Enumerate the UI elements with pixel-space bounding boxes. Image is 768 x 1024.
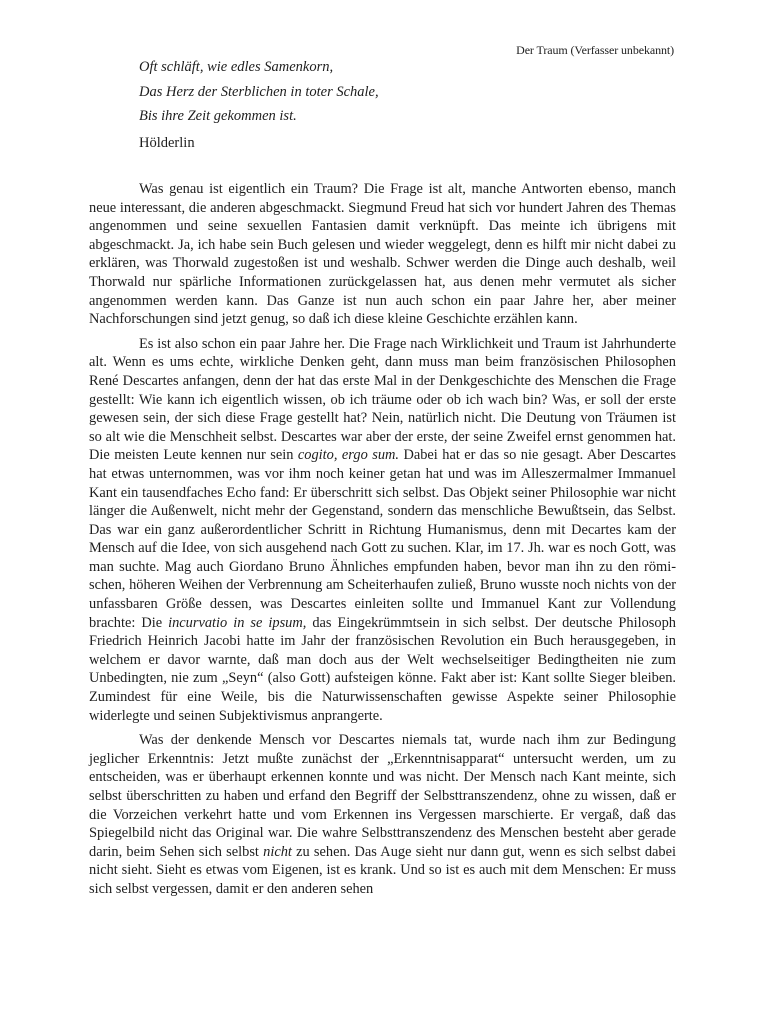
body-text bbox=[89, 180, 676, 905]
paragraph bbox=[89, 731, 676, 898]
text-run: zu sehen. Das Auge sieht nur dann gut, wenn es sich selbst dabei nicht sieht. Sieht es etwas vom Eigenen, ist es krank. Und so ist es auch mit dem Menschen: Er muss sich selbst vergessen, damit er den anderen sehen bbox=[89, 843, 676, 897]
epigraph-line: Das Herz der Sterblichen in toter Schale, bbox=[139, 83, 379, 100]
epigraph-line: Oft schläft, wie edles Samenkorn, bbox=[139, 59, 334, 75]
text-run: Dabei hat er das so nie gesagt. Aber Descartes hat etwas unternommen, was vor ihm noch keiner getan hat und was im Alleszermalmer Immanuel Kant ein tausendfaches Echo fand: Er überschritt sich selbst. Das Objekt seiner Philosophie war nicht länger die Außenwelt, nicht mehr der Gegenstand, sondern das menschliche Bewußtsein, das Selbst. Das war ein ganz außerordentlicher Schritt in Richtung Humanismus, denn mit Decartes kam der Mensch auf die Idee, von sich ausgehend nach Gott zu suchen. Klar, im 17. Jh. war es noch Gott, was man suchte. Mag auch Giordano Bruno Ähnliches empfunden haben, bevor man ihn zu den römischen, höheren Weihen der Verbrennung am Scheiterhaufen zuließ, Bruno wusste noch nichts von der unfassbaren Größe dessen, was Descartes einleiten sollte und Immanuel Kant zur Vollendung brachte: Die bbox=[89, 447, 676, 631]
epigraph-line: Bis ihre Zeit gekommen ist. bbox=[139, 108, 297, 124]
paragraph bbox=[89, 335, 676, 725]
text-run: Was der denkende Mensch vor Descartes niemals tat, wurde nach ihm zur Bedingung jeglicher Erkenntnis: Jetzt mußte zunächst der „Erkenntnisapparat“ untersucht werden, um zu entscheiden, was er überhaupt erkennen konnte und was nicht. Der Mensch nach Kant meinte, sich selbst überschritten zu haben und erfand den Begriff der Selbsttranszendenz, ohne zu wissen, daß er die Vorzeichen verkehrt hatte und vom Erkennen ins Vergessen marschierte. Er vergaß, daß das Spiegelbild nicht das Original war. Die wahre Selbsttranszendenz des Menschen besteht aber gerade darin, beim Sehen sich selbst bbox=[89, 732, 676, 860]
paragraph bbox=[89, 180, 676, 329]
text-run: Es ist also schon ein paar Jahre her. Die Frage nach Wirklichkeit und Traum ist Jahrhunderte alt. Wenn es ums echte, wirkliche Denken geht, dann muss man beim französischen Philosophen René Descartes anfangen, denn der hat das erste Mal in der Denkgeschichte des Menschen die Frage gestellt: Wie kann ich eigentlich wissen, ob ich träume oder ob ich wach bin? Was, er soll der erste gewesen sein, der sich diese Frage gestellt hat? Nein, natürlich nicht. Die Deutung von Träumen ist so alt wie die Menschheit selbst. Descartes war aber der erste, der seine Zweifel ernst genommen hat. Die meisten Leute kennen nur sein bbox=[89, 335, 676, 464]
italic-term: incurvatio in se ipsum, bbox=[168, 614, 307, 631]
italic-term: nicht bbox=[263, 843, 292, 860]
italic-term: cogito, ergo sum. bbox=[297, 447, 399, 464]
running-header: Der Traum (Verfasser unbekannt) bbox=[516, 43, 674, 57]
epigraph-author: Hölderlin bbox=[139, 134, 195, 151]
text-run: das Eingekrümmtsein in sich selbst. Der deutsche Philosoph Friedrich Heinrich Jacobi hatte im Jahr der französischen Revolution ein Buch herausgegeben, in welchem er davor warnte, daß man doch aus der Welt wechselseitiger Bedingtheiten nie zum Unbedingten, nie zum „Seyn“ (also Gott) aufsteigen könne. Fakt aber ist: Kant sollte Sieger bleiben. Zumindest für eine Weile, bis die Naturwissenschaften gewisse Aspekte seiner Philosophie widerlegte und seinen Subjektivismus anprangerte. bbox=[89, 614, 676, 724]
epigraph bbox=[139, 55, 559, 153]
text-run: Was genau ist eigentlich ein Traum? Die Frage ist alt, manche Antworten ebenso, manch neue interessant, die anderen abgeschmackt. Siegmund Freud hat sich vor hundert Jahren des Themas angenommen und seine sexuellen Fantasien damit verknüpft. Das meinte ich übrigens mit abgeschmackt. Ja, ich habe sein Buch gelesen und wieder weggelegt, denn es hilft mir nicht dabei zu erklären, was Thorwald zugestoßen ist und weshalb. Schwer werden die Dinge auch deshalb, weil Thorwald nur spärliche Informationen zurückgelassen hat, aus denen mehr vermutet als sicher angenommen werden kann. Das Ganze ist nun auch schon ein paar Jahre her, aber meiner Nachforschungen sind jetzt genug, so daß ich diese kleine Geschichte erzählen kann. bbox=[89, 181, 676, 328]
